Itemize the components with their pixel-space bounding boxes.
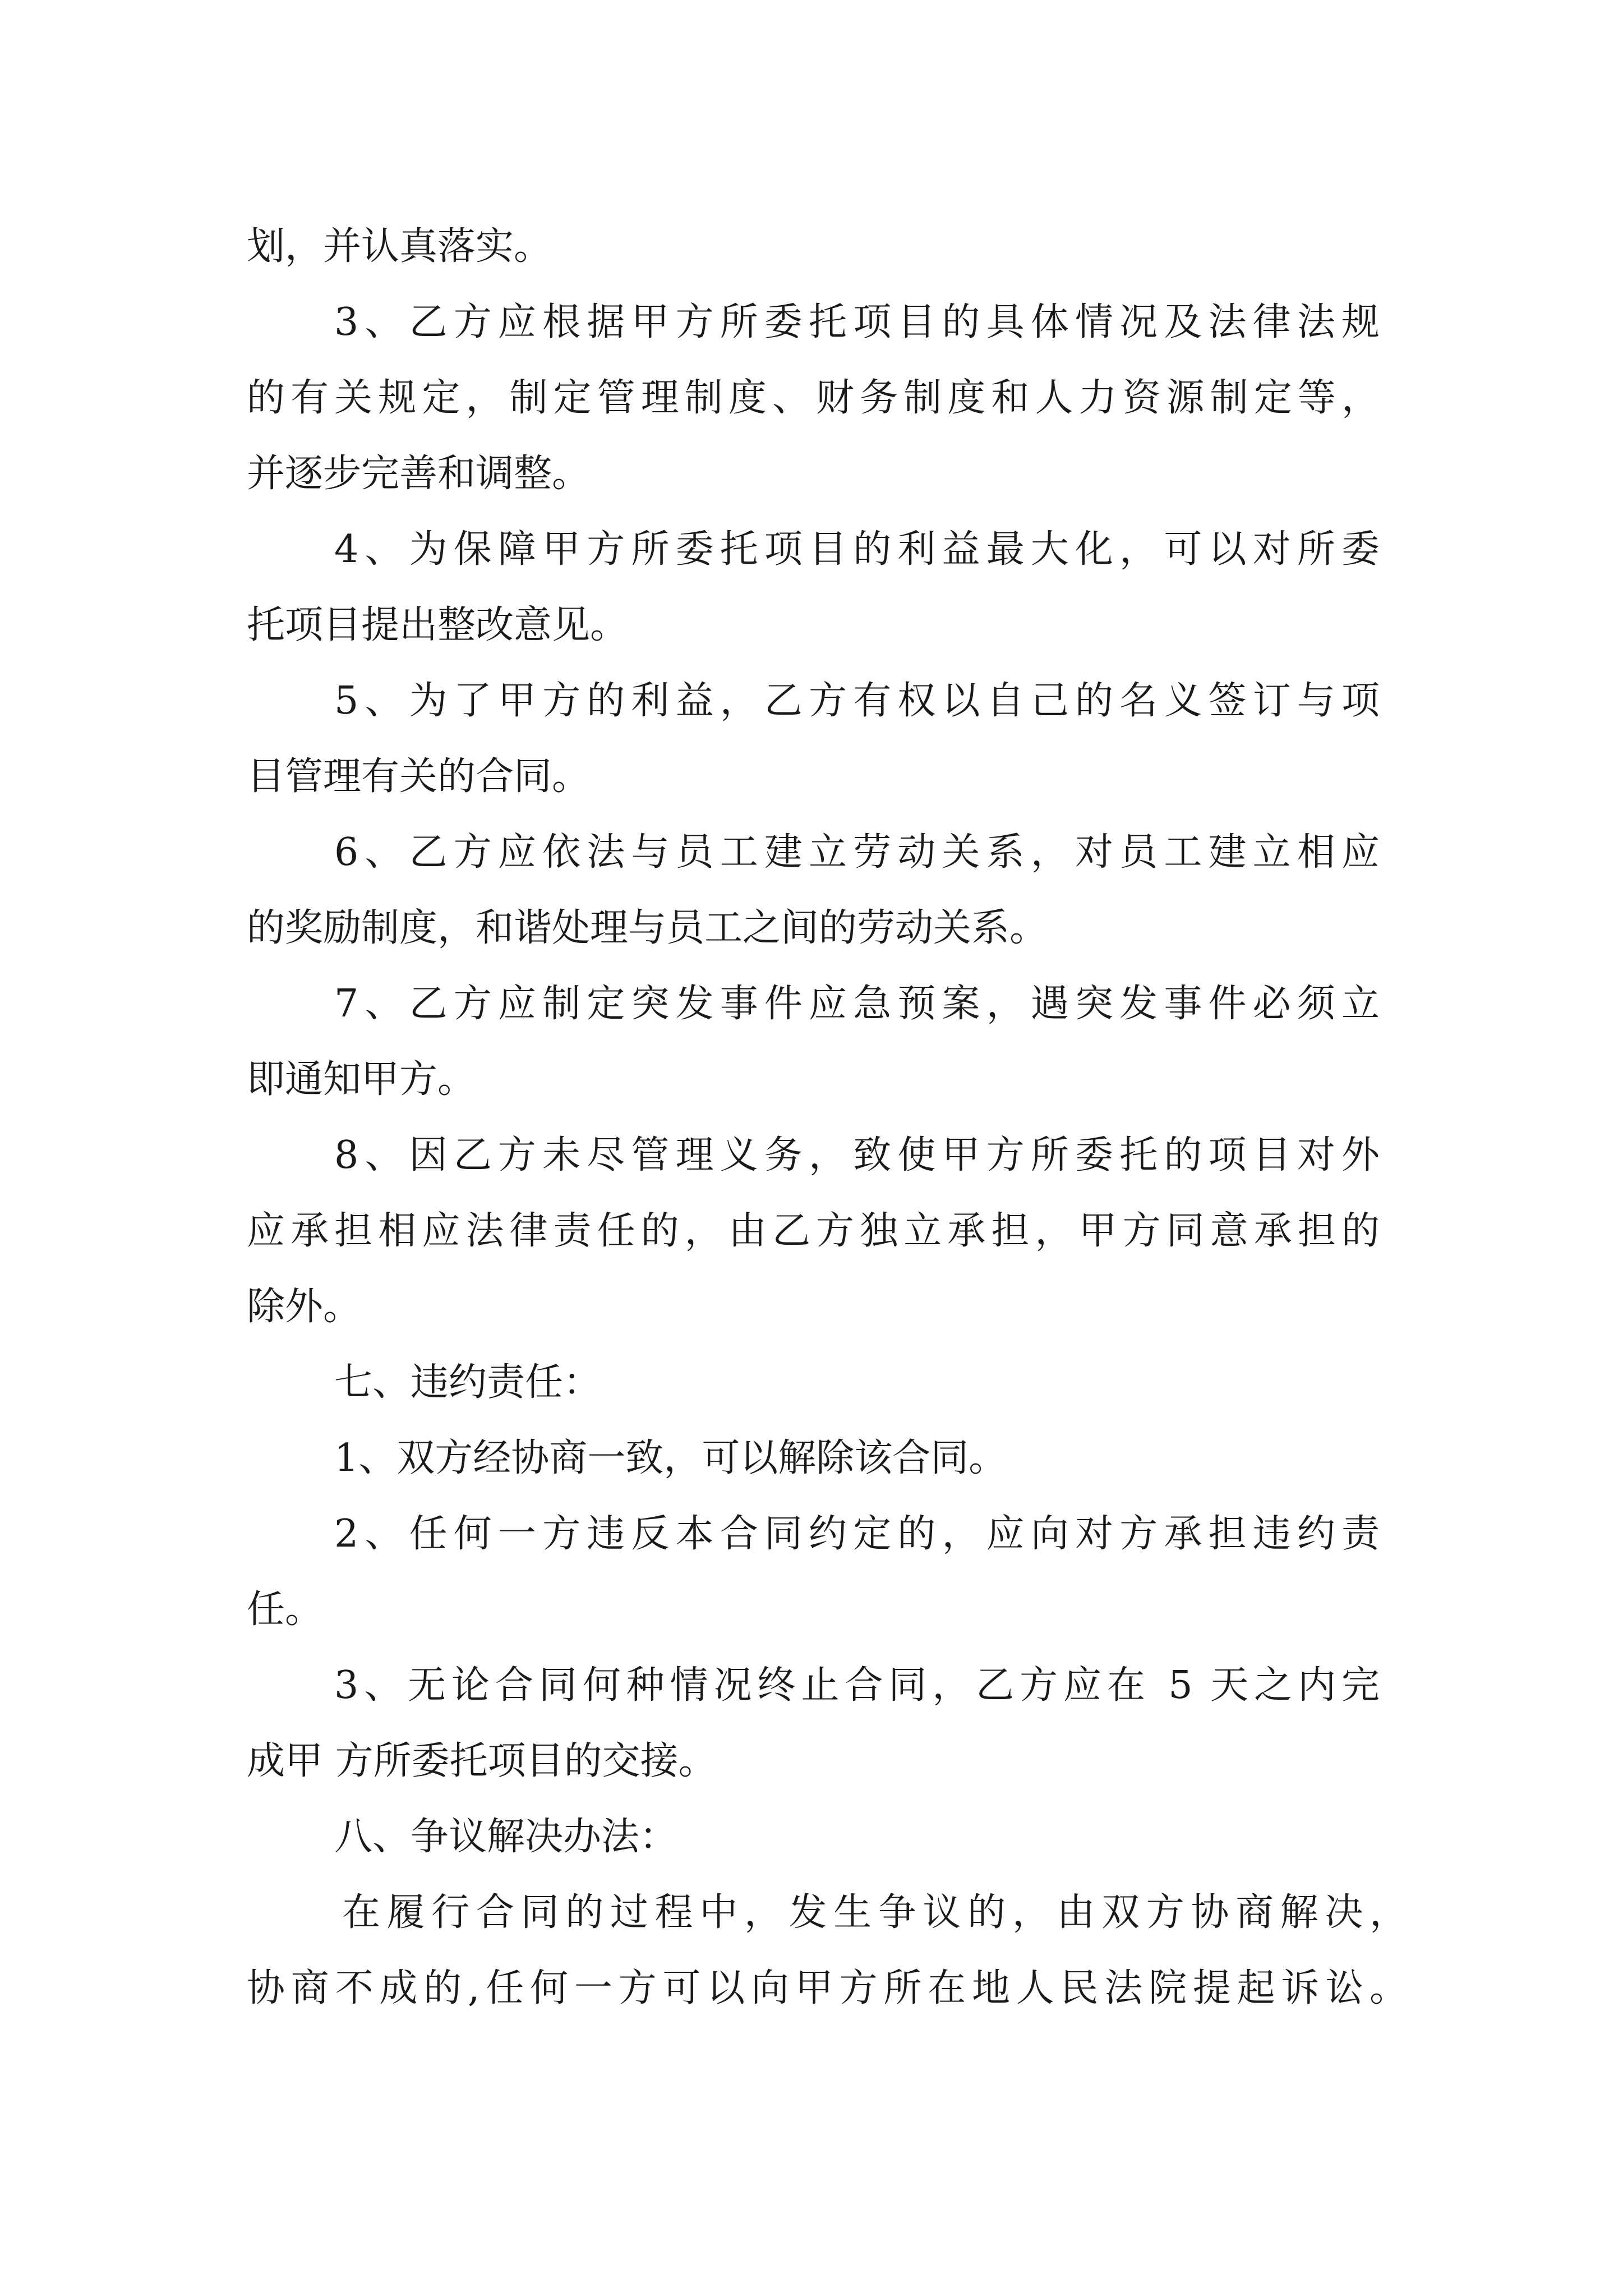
section-heading: 八、争议解决办法： <box>334 1815 678 1859</box>
text-line: 除外。 <box>247 1285 362 1329</box>
text-line: 7、乙方应制定突发事件应急预案，遇突发事件必须立 <box>334 982 1380 1026</box>
text-line: 托项目提出整改意见。 <box>247 603 629 647</box>
text-line: 在履行合同的过程中，发生争议的，由双方协商解决， <box>342 1890 1408 1935</box>
text-line: 6、乙方应依法与员工建立劳动关系，对员工建立相应 <box>334 830 1380 875</box>
text-line: 并逐步完善和调整。 <box>247 452 591 496</box>
text-line: 2、任何一方违反本合同约定的，应向对方承担违约责 <box>334 1512 1380 1556</box>
section-heading: 七、违约责任： <box>334 1360 602 1405</box>
text-line: 的奖励制度，和谐处理与员工之间的劳动关系。 <box>247 906 1048 950</box>
text-line: 8、因乙方未尽管理义务，致使甲方所委托的项目对外 <box>334 1133 1380 1177</box>
text-line: 成甲 方所委托项目的交接。 <box>247 1739 717 1783</box>
text-line: 任。 <box>247 1588 324 1632</box>
text-line: 目管理有关的合同。 <box>247 754 591 799</box>
text-line: 5、为了甲方的利益，乙方有权以自己的名义签订与项 <box>334 679 1380 723</box>
text-line: 协商不成的,任何一方可以向甲方所在地人民法院提起诉讼。 <box>247 1966 1408 2010</box>
text-line: 的有关规定，制定管理制度、财务制度和人力资源制定等， <box>247 376 1380 420</box>
text-line: 即通知甲方。 <box>247 1057 476 1102</box>
text-line: 划，并认真落实。 <box>247 224 552 269</box>
text-line: 3、无论合同何种情况终止合同，乙方应在 5 天之内完 <box>334 1663 1380 1708</box>
text-line: 1、双方经协商一致，可以解除该合同。 <box>334 1436 1007 1480</box>
text-line: 应承担相应法律责任的，由乙方独立承担，甲方同意承担的 <box>247 1209 1380 1253</box>
text-line: 4、为保障甲方所委托项目的利益最大化，可以对所委 <box>334 527 1380 572</box>
text-line: 3、乙方应根据甲方所委托项目的具体情况及法律法规 <box>334 300 1380 344</box>
